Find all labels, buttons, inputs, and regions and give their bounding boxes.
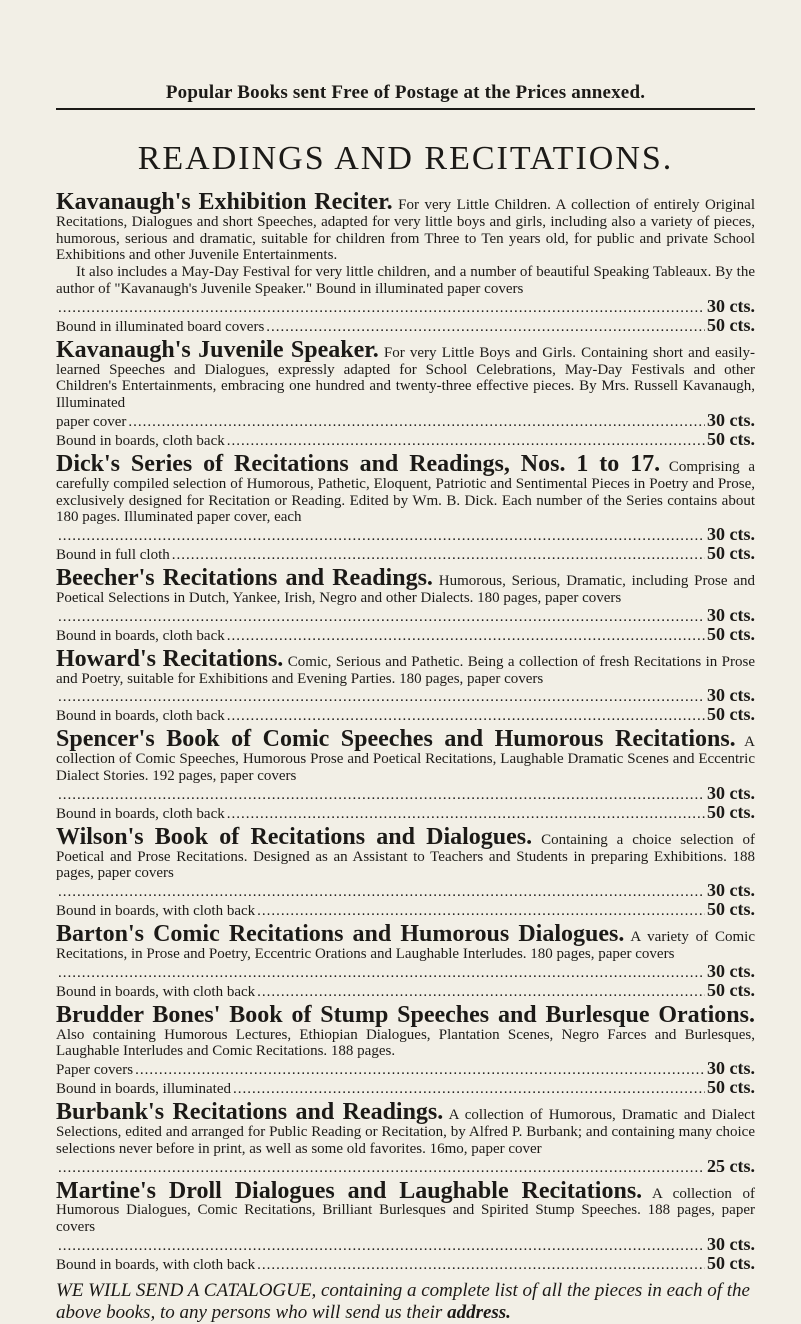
price-value: 30 cts.	[707, 685, 755, 706]
book-entry	[56, 921, 755, 1001]
price-value: 50 cts.	[707, 704, 755, 725]
price-line	[56, 960, 755, 982]
price-label: Paper covers	[56, 1062, 134, 1079]
book-title: Kavanaugh's Juvenile Speaker.	[56, 336, 379, 363]
price-label: Bound in full cloth	[56, 547, 170, 564]
price-line	[56, 409, 755, 431]
book-entry-text	[56, 450, 756, 526]
price-label: Bound in boards, cloth back	[56, 432, 225, 449]
book-description: A collection of Comic Speeches, Humorous Prose and Poetical Recitations, Laughable Dramatic Scenes and Eccentric Dialect Stories. 192 pages, paper covers	[56, 734, 755, 784]
price-line	[56, 1060, 755, 1079]
book-title: Beecher's Recitations and Readings.	[56, 565, 433, 592]
price-value: 50 cts.	[707, 428, 755, 449]
price-value: 30 cts.	[707, 960, 755, 981]
price-value: 50 cts.	[707, 979, 755, 1000]
book-entry	[56, 336, 755, 450]
book-entry	[56, 189, 755, 336]
book-entry-text	[56, 1099, 755, 1157]
price-label: paper cover	[56, 413, 127, 430]
leader-dots	[257, 984, 705, 1001]
price-label: Bound in boards, cloth back	[56, 708, 225, 725]
book-entry-text	[56, 565, 755, 607]
leader-dots	[257, 903, 705, 920]
catalogue-notice-address: address.	[447, 1301, 511, 1323]
book-title: Martine's Droll Dialogues and Laughable Recitations.	[56, 1177, 643, 1204]
leader-dots	[257, 1257, 705, 1274]
catalogue-notice-text: WE WILL SEND A CATALOGUE, containing a complete list of all the pieces in each of the above books, to any persons who will send us their	[56, 1279, 750, 1323]
price-line	[56, 545, 755, 564]
price-line	[56, 979, 755, 1001]
leader-dots	[135, 1062, 705, 1079]
book-description: A collection of Humorous, Dramatic and Dialect Selections, edited and arranged for Public Reading or Recitation, by Alfred P. Burbank; and containing many choice selections never before in print, as well as some old favorites. 16mo, paper cover	[56, 1107, 755, 1157]
leader-dots	[227, 806, 705, 823]
price-label: Bound in boards, with cloth back	[56, 903, 256, 920]
book-entry-text	[56, 823, 756, 882]
book-entry-text	[56, 726, 755, 784]
book-title: Brudder Bones' Book of Stump Speeches and Burlesque Orations.	[56, 1001, 755, 1028]
book-entry-text	[56, 645, 756, 688]
price-value: 50 cts.	[707, 543, 755, 564]
book-entry-text	[56, 336, 755, 412]
price-value: 50 cts.	[707, 314, 755, 335]
price-label: Bound in boards, cloth back	[56, 805, 225, 822]
price-line	[56, 882, 755, 901]
price-value: 50 cts.	[707, 899, 755, 920]
book-description: Also containing Humorous Lectures, Ethiopian Dialogues, Plantation Scenes, Negro Farces and Burlesques, Laughable Interludes and Comic Recitations. 188 pages.	[56, 1026, 755, 1060]
price-line	[56, 1252, 755, 1274]
book-description-continued: It also includes a May-Day Festival for very little children, and a number of beautiful Speaking Tableaux. By the author of "Kavanaugh's Juvenile Speaker." Bound in illuminated paper covers	[56, 264, 755, 297]
book-entry	[56, 1099, 755, 1176]
price-line	[56, 706, 755, 725]
price-line	[56, 782, 755, 804]
book-entry-text	[56, 921, 755, 963]
price-line	[56, 801, 755, 823]
leader-dots	[58, 689, 705, 706]
price-value: 30 cts.	[707, 880, 755, 901]
book-entry	[56, 565, 755, 645]
leader-dots	[58, 787, 705, 804]
book-entry	[56, 450, 756, 564]
price-value: 30 cts.	[707, 409, 755, 430]
price-label: Bound in illuminated board covers	[56, 318, 265, 335]
book-entry	[56, 726, 755, 822]
price-value: 50 cts.	[707, 1252, 755, 1273]
book-entry-text	[56, 189, 755, 264]
price-value: 50 cts.	[707, 1077, 755, 1098]
price-line	[56, 604, 755, 626]
leader-dots	[227, 433, 705, 450]
leader-dots	[58, 300, 705, 317]
book-title: Wilson's Book of Recitations and Dialogues.	[56, 823, 533, 850]
price-line	[56, 1079, 755, 1098]
book-entry	[56, 1177, 755, 1274]
leader-dots	[128, 414, 705, 431]
price-line	[56, 295, 755, 317]
price-label: Bound in boards, illuminated	[56, 1081, 231, 1098]
price-line	[56, 623, 755, 645]
price-label: Bound in boards, with cloth back	[56, 983, 256, 1000]
leader-dots	[58, 609, 705, 626]
price-value: 30 cts.	[707, 782, 755, 803]
book-entry-text	[56, 1001, 755, 1060]
book-description: Containing a choice selection of Poetical and Prose Recitations. Designed as an Assistant to Teachers and Students in preparing Exhibitions. 188 pages, paper covers	[56, 831, 756, 882]
book-description: For very Little Boys and Girls. Containing short and easily-learned Speeches and Dialogues, expressly adapted for School Celebrations, May-Day Festivals and other Children's Entertainments, embracing one hundred and twenty-three effective pieces. By Mrs. Russell Kavanaugh, Illuminated	[56, 344, 755, 412]
leader-dots	[58, 1160, 705, 1177]
page-header: Popular Books sent Free of Postage at the Prices annexed.	[165, 82, 646, 103]
book-title: Howard's Recitations.	[56, 645, 284, 672]
price-line	[56, 687, 755, 706]
price-value: 30 cts.	[707, 604, 755, 625]
leader-dots	[58, 1238, 705, 1255]
page-title: READINGS AND RECITATIONS.	[137, 140, 674, 177]
price-value: 30 cts.	[707, 1233, 755, 1254]
header-rule	[56, 108, 755, 110]
book-description: For very Little Children. A collection of entirely Original Recitations, Dialogues and short Speeches, adapted for very little boys and girls, including also a variety of pieces, humorous, serious and dramatic, suitable for children from Three to Ten years old, for public and private School Exhibitions and other Juvenile Entertainments.	[56, 197, 755, 264]
price-value: 30 cts.	[707, 524, 755, 545]
price-value: 50 cts.	[707, 623, 755, 644]
leader-dots	[227, 628, 705, 645]
leader-dots	[58, 884, 705, 901]
book-entry-text	[56, 1177, 755, 1236]
book-description: Humorous, Serious, Dramatic, including Prose and Poetical Selections in Dutch, Yankee, Irish, Negro and other Dialects. 180 pages, paper covers	[56, 573, 755, 606]
book-description: Comic, Serious and Pathetic. Being a collection of fresh Recitations in Prose and Poetry, suitable for Exhibitions and Evening Parties. 180 pages, paper covers	[56, 653, 756, 687]
entries-list	[56, 189, 756, 1274]
leader-dots	[233, 1081, 705, 1098]
price-value: 30 cts.	[707, 1058, 755, 1079]
leader-dots	[227, 708, 705, 725]
price-value: 30 cts.	[707, 295, 755, 316]
price-line	[56, 1155, 755, 1177]
price-label: Bound in boards, cloth back	[56, 627, 225, 644]
book-title: Dick's Series of Recitations and Readings, Nos. 1 to 17.	[56, 450, 661, 477]
book-entry	[56, 645, 756, 726]
book-title: Barton's Comic Recitations and Humorous Dialogues.	[56, 921, 625, 948]
book-description: A collection of Humorous Dialogues, Comic Recitations, Brilliant Burlesques and Spirited Stump Speeches. 188 pages, paper covers	[56, 1185, 755, 1236]
price-line	[56, 428, 755, 450]
leader-dots	[58, 528, 705, 545]
price-label: Bound in boards, with cloth back	[56, 1256, 256, 1273]
book-description: Comprising a carefully compiled selection of Humorous, Pathetic, Eloquent, Patriotic and Sentimental Pieces in Poetry and Prose, exclusively designed for Recitation or Reading. Edited by Wm. B. Dick. Each number of the Series contains about 180 pages. Illuminated paper cover, each	[56, 458, 756, 526]
price-value: 25 cts.	[707, 1155, 755, 1176]
book-entry	[56, 1001, 755, 1098]
price-line	[56, 1233, 755, 1255]
book-entry	[56, 823, 756, 920]
price-line	[56, 901, 755, 920]
leader-dots	[266, 319, 705, 336]
leader-dots	[172, 547, 705, 564]
book-title: Spencer's Book of Comic Speeches and Humorous Recitations.	[56, 726, 736, 753]
leader-dots	[58, 965, 705, 982]
price-line	[56, 314, 755, 336]
book-title: Burbank's Recitations and Readings.	[56, 1099, 444, 1126]
price-line	[56, 526, 755, 545]
book-description: A variety of Comic Recitations, in Prose and Poetry, Eccentric Orations and Laughable Interludes. 180 pages, paper covers	[56, 929, 755, 962]
book-title: Kavanaugh's Exhibition Reciter.	[56, 189, 393, 215]
price-value: 50 cts.	[707, 801, 755, 822]
